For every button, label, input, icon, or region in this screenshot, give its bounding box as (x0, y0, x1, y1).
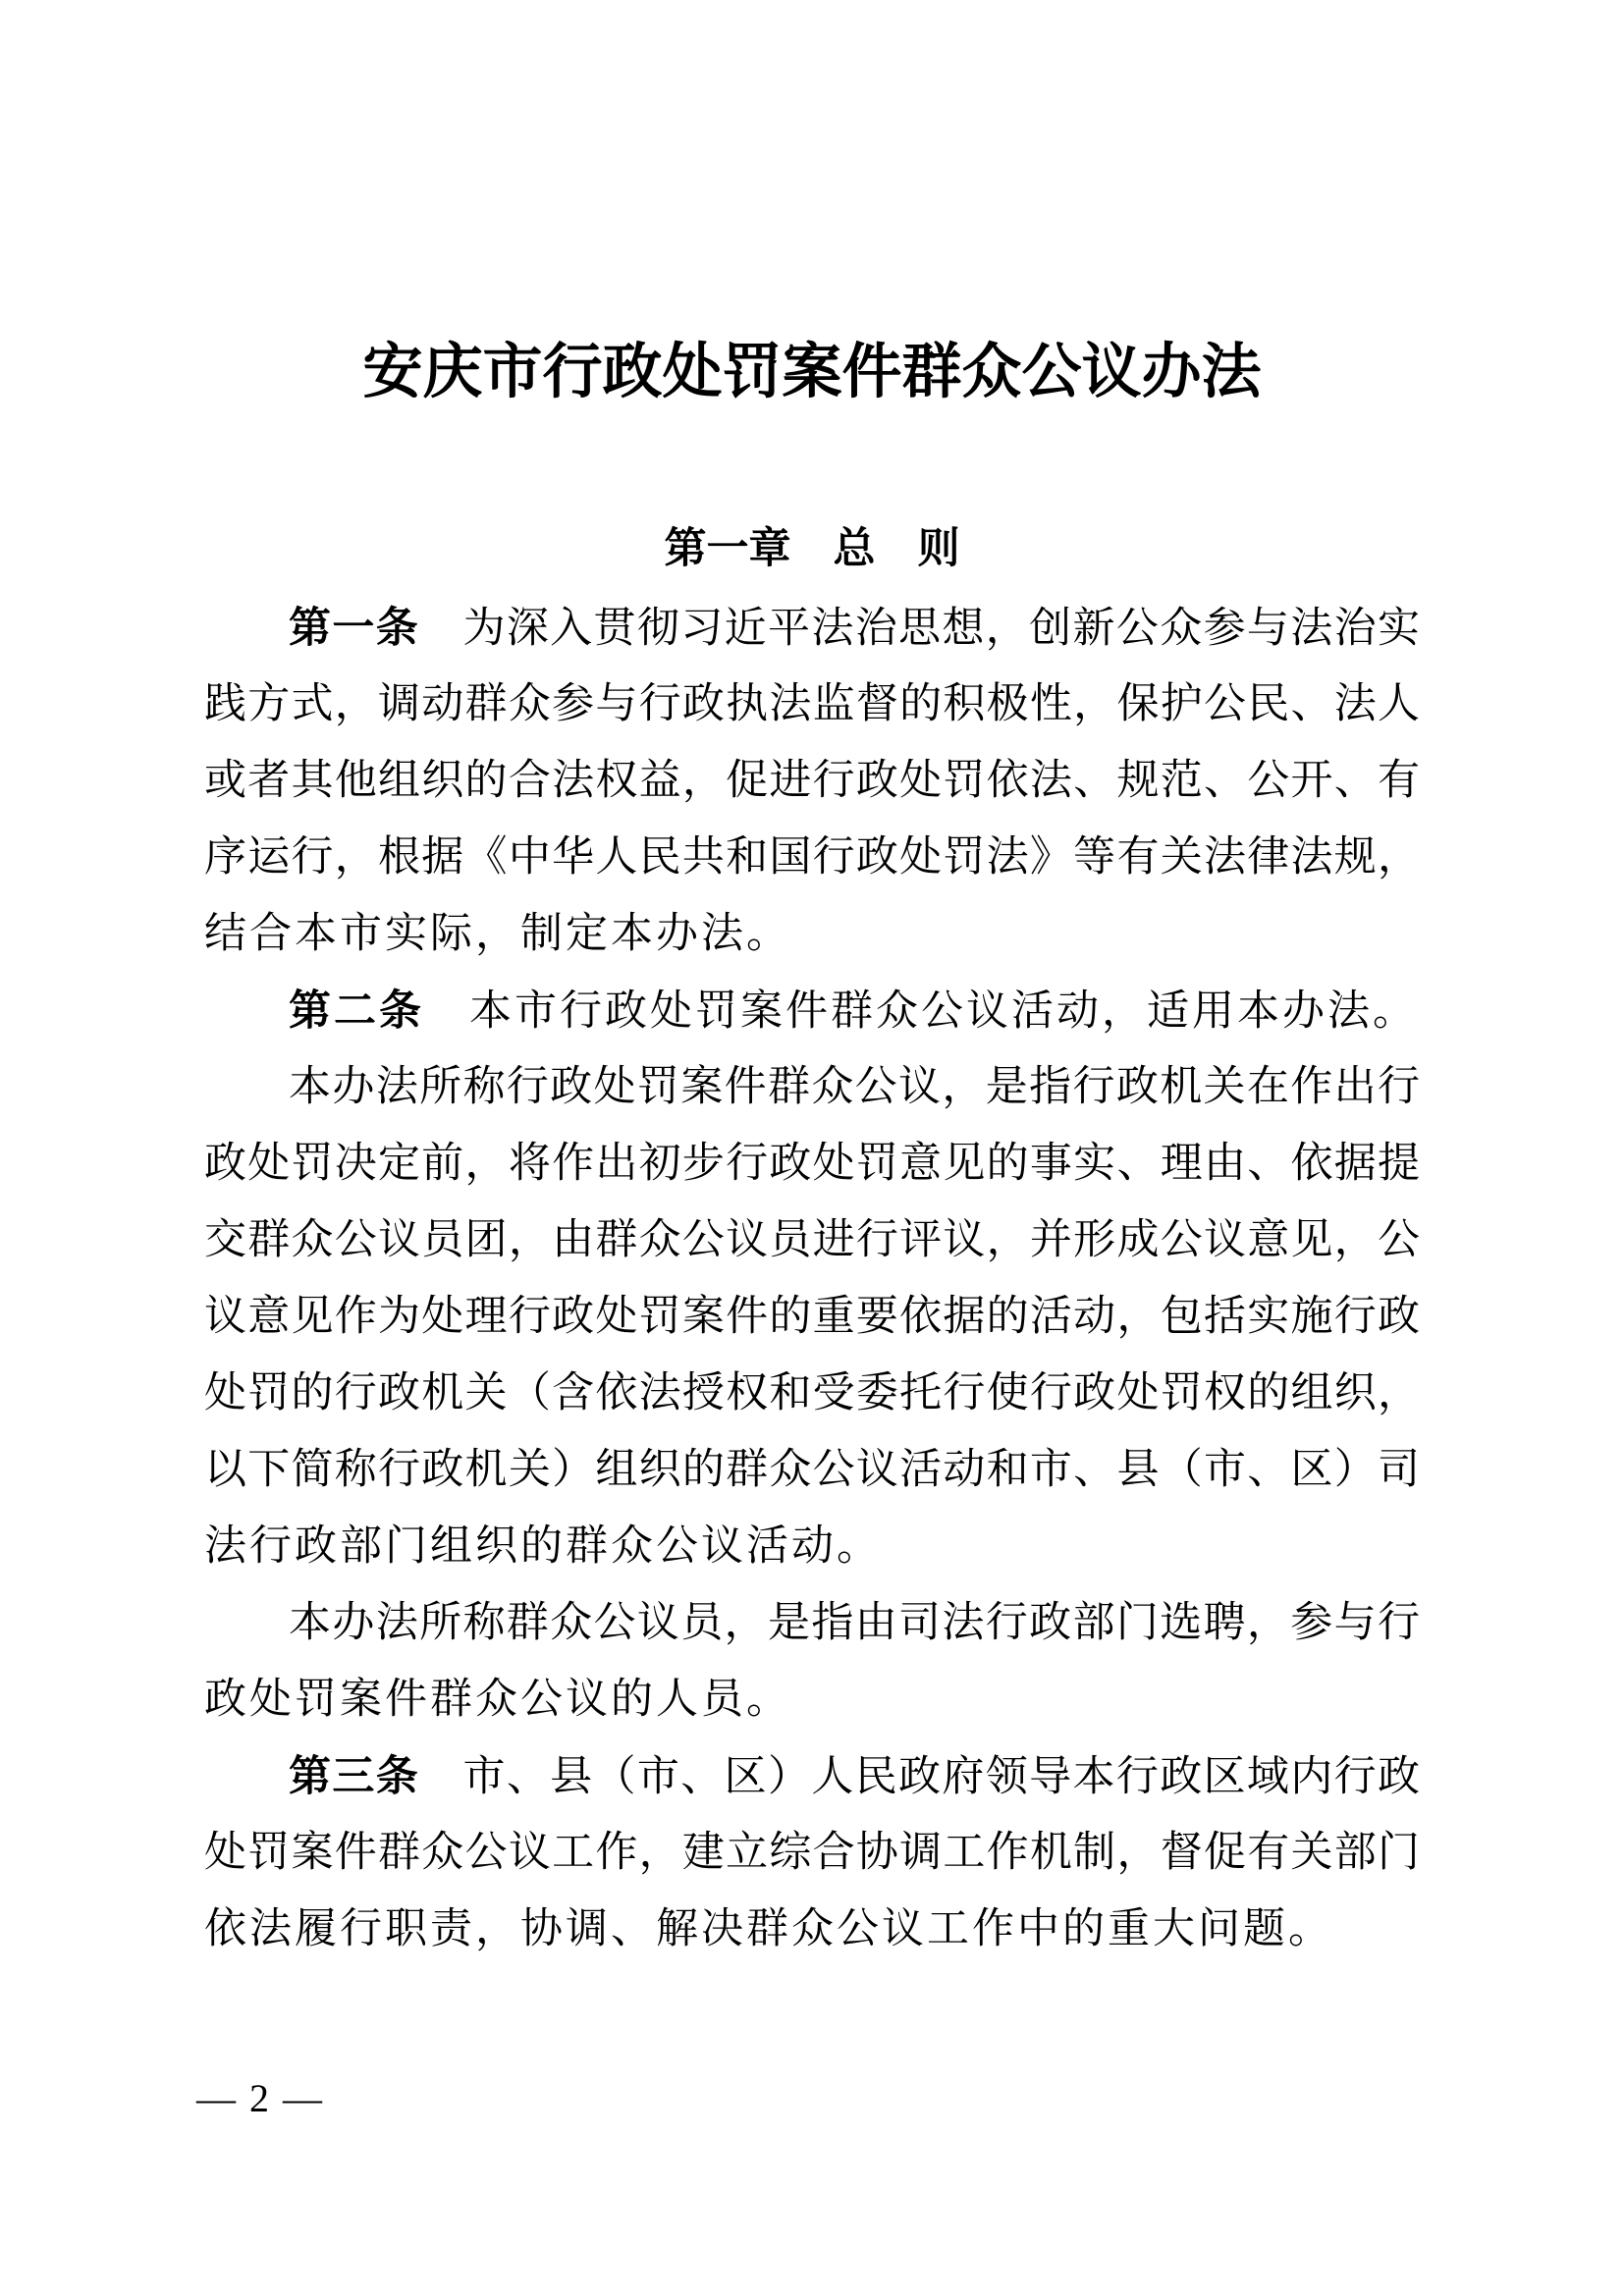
text-line (204, 1738, 1420, 1815)
line-text: 处罚案件群众公议工作，建立综合协调工作机制，督促有关部门 (204, 1830, 1420, 1876)
text-line (204, 743, 1420, 820)
paragraph-definition-gongyiyuan (204, 1585, 1420, 1738)
text-line (204, 1892, 1420, 1968)
text-line (204, 1662, 1420, 1738)
line-text: 法行政部门组织的群众公议活动。 (204, 1523, 882, 1570)
text-line (204, 896, 1420, 973)
line-text: 本市行政处罚案件群众公议活动，适用本办法。 (424, 988, 1418, 1035)
line-text: 依法履行职责，协调、解决群众公议工作中的重大问题。 (204, 1906, 1333, 1952)
line-text: 或者其他组织的合法权益，促进行政处罚依法、规范、公开、有 (204, 758, 1420, 804)
line-text: 以下简称行政机关）组织的群众公议活动和市、县（市、区）司 (204, 1447, 1420, 1493)
text-line (204, 820, 1420, 896)
article-label: 第二条 (289, 988, 424, 1035)
text-line (204, 1202, 1420, 1279)
text-line (204, 1279, 1420, 1356)
line-text: 处罚的行政机关（含依法授权和受委托行使行政处罚权的组织， (204, 1370, 1420, 1416)
document-body (204, 590, 1420, 1968)
text-line (204, 1049, 1420, 1126)
line-text: 结合本市实际，制定本办法。 (204, 911, 791, 957)
line-text: 市、县（市、区）人民政府领导本行政区域内行政 (419, 1754, 1421, 1800)
paragraph-definition-gongyi (204, 1049, 1420, 1585)
document-title: 安庆市行政处罚案件群众公议办法 (362, 340, 1262, 405)
article-label: 第三条 (289, 1753, 420, 1800)
text-line (204, 1585, 1420, 1662)
line-text: 政处罚决定前，将作出初步行政处罚意见的事实、理由、依据提 (204, 1141, 1420, 1187)
page-number: — 2 — (196, 2076, 324, 2120)
text-line (204, 973, 1420, 1049)
text-line (204, 1356, 1420, 1432)
chapter-heading: 第一章 总 则 (664, 525, 960, 572)
text-line (204, 590, 1420, 667)
line-text: 为深入贯彻习近平法治思想，创新公众参与法治实 (419, 606, 1421, 652)
text-line (204, 1126, 1420, 1202)
paragraph-article-2 (204, 973, 1420, 1049)
line-text: 政处罚案件群众公议的人员。 (204, 1677, 791, 1723)
line-text: 本办法所称行政处罚案件群众公议，是指行政机关在作出行 (289, 1064, 1420, 1110)
line-text: 序运行，根据《中华人民共和国行政处罚法》等有关法律法规， (204, 834, 1420, 881)
article-label: 第一条 (289, 605, 420, 652)
line-text: 本办法所称群众公议员，是指由司法行政部门选聘，参与行 (289, 1600, 1420, 1646)
text-line (204, 1815, 1420, 1892)
line-text: 践方式，调动群众参与行政执法监督的积极性，保护公民、法人 (204, 681, 1420, 727)
paragraph-article-3 (204, 1738, 1420, 1968)
text-line (204, 1432, 1420, 1509)
text-line (204, 1509, 1420, 1585)
text-line (204, 667, 1420, 743)
paragraph-article-1 (204, 590, 1420, 973)
line-text: 议意见作为处理行政处罚案件的重要依据的活动，包括实施行政 (204, 1294, 1420, 1340)
line-text: 交群众公议员团，由群众公议员进行评议，并形成公议意见，公 (204, 1217, 1420, 1263)
